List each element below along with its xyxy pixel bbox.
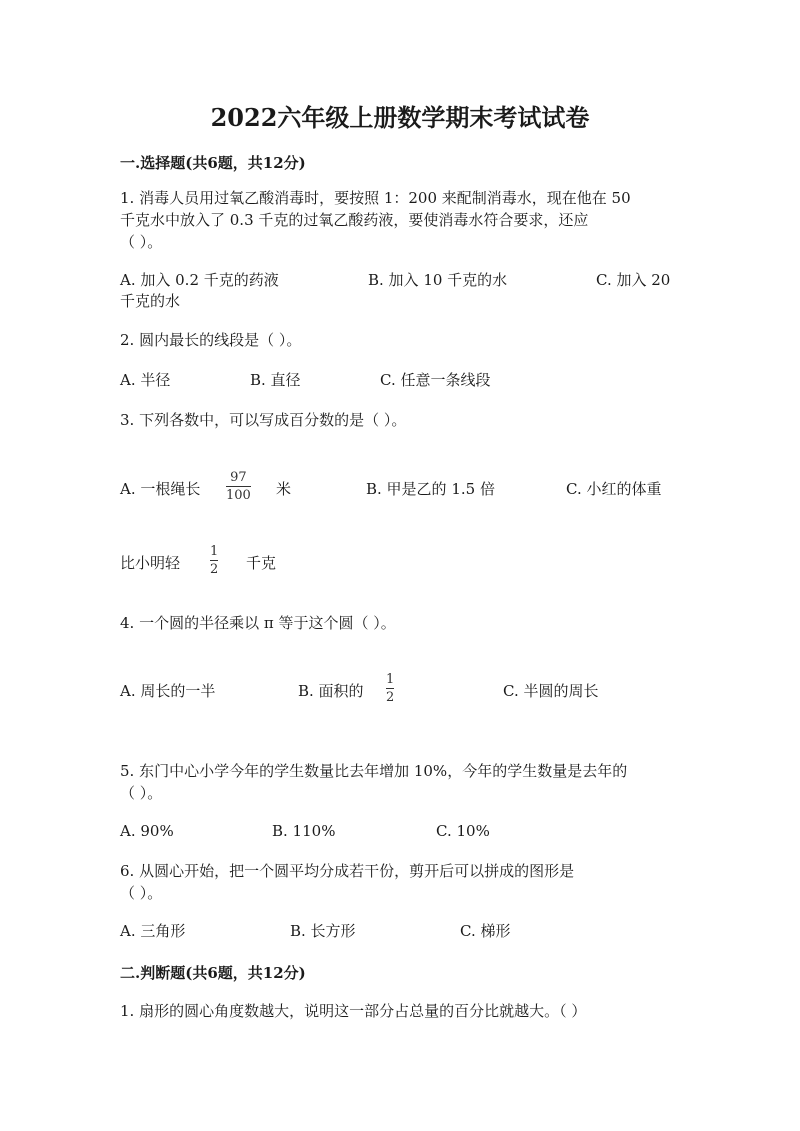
page-title: 2022六年级上册数学期末考试试卷 (210, 103, 590, 132)
fraction-numerator: 97 (230, 470, 247, 485)
question-3-option-c-fraction (210, 544, 218, 577)
question-1-option-a: A. 加入 0.2 千克的药液 (120, 271, 279, 289)
question-6-line-1: 6. 从圆心开始，把一个圆平均分成若干份，剪开后可以拼成的图形是 (120, 862, 575, 880)
fraction-bar (386, 688, 394, 689)
question-3-option-a-prefix: A. 一根绳长 (120, 480, 201, 498)
question-5-line-1: 5. 东门中心小学今年的学生数量比去年增加 10%，今年的学生数量是去年的 (120, 762, 628, 780)
question-6-option-a: A. 三角形 (120, 922, 186, 940)
question-5-line-2: （ ）。 (120, 784, 163, 802)
question-1-line-2: 千克水中放入了 0.3 千克的过氧乙酸药液，要使消毒水符合要求，还应 (120, 211, 589, 229)
question-1-option-b: B. 加入 10 千克的水 (368, 271, 508, 289)
question-6-option-b: B. 长方形 (290, 922, 356, 940)
question-2-option-b: B. 直径 (250, 371, 301, 389)
fraction-bar (226, 486, 251, 487)
fraction-denominator: 2 (386, 690, 395, 705)
question-1-option-c-cont: 千克的水 (120, 292, 181, 310)
fraction-numerator: 1 (210, 544, 219, 559)
question-6-option-c: C. 梯形 (460, 922, 511, 940)
question-3-option-a-fraction (226, 470, 251, 503)
fraction-numerator: 1 (386, 672, 395, 687)
section-heading-choice: 一.选择题(共6题，共12分) (120, 154, 306, 172)
question-4: 4. 一个圆的半径乘以 π 等于这个圆（ ）。 (120, 614, 396, 632)
question-3-option-c-prefix: 比小明轻 (120, 554, 181, 572)
question-4-option-a: A. 周长的一半 (120, 682, 216, 700)
question-3-option-c-suffix: 千克 (246, 554, 277, 572)
question-2-option-a: A. 半径 (120, 371, 171, 389)
question-1-line-1: 1. 消毒人员用过氧乙酸消毒时，要按照 1：200 来配制消毒水，现在他在 50 (120, 189, 631, 207)
question-4-option-b-prefix: B. 面积的 (298, 682, 364, 700)
question-3-option-c: C. 小红的体重 (566, 480, 662, 498)
question-5-option-c: C. 10% (436, 822, 490, 840)
fraction-denominator: 100 (226, 488, 251, 503)
judge-question-1: 1. 扇形的圆心角度数越大，说明这一部分占总量的百分比就越大。（ ） (120, 1002, 587, 1020)
question-3-option-a-suffix: 米 (276, 480, 292, 498)
question-2-option-c: C. 任意一条线段 (380, 371, 491, 389)
question-6-line-2: （ ）。 (120, 884, 163, 902)
fraction-denominator: 2 (210, 562, 219, 577)
section-heading-judge: 二.判断题(共6题，共12分) (120, 964, 306, 982)
question-5-option-a: A. 90% (120, 822, 174, 840)
question-1-option-c: C. 加入 20 (596, 271, 671, 289)
fraction-bar (210, 560, 218, 561)
question-2: 2. 圆内最长的线段是（ ）。 (120, 331, 302, 349)
question-3: 3. 下列各数中，可以写成百分数的是（ ）。 (120, 411, 407, 429)
question-3-option-b: B. 甲是乙的 1.5 倍 (366, 480, 495, 498)
question-1-line-3: （ ）。 (120, 233, 163, 251)
question-4-option-b-fraction (386, 672, 394, 705)
question-5-option-b: B. 110% (272, 822, 336, 840)
question-4-option-c: C. 半圆的周长 (503, 682, 599, 700)
